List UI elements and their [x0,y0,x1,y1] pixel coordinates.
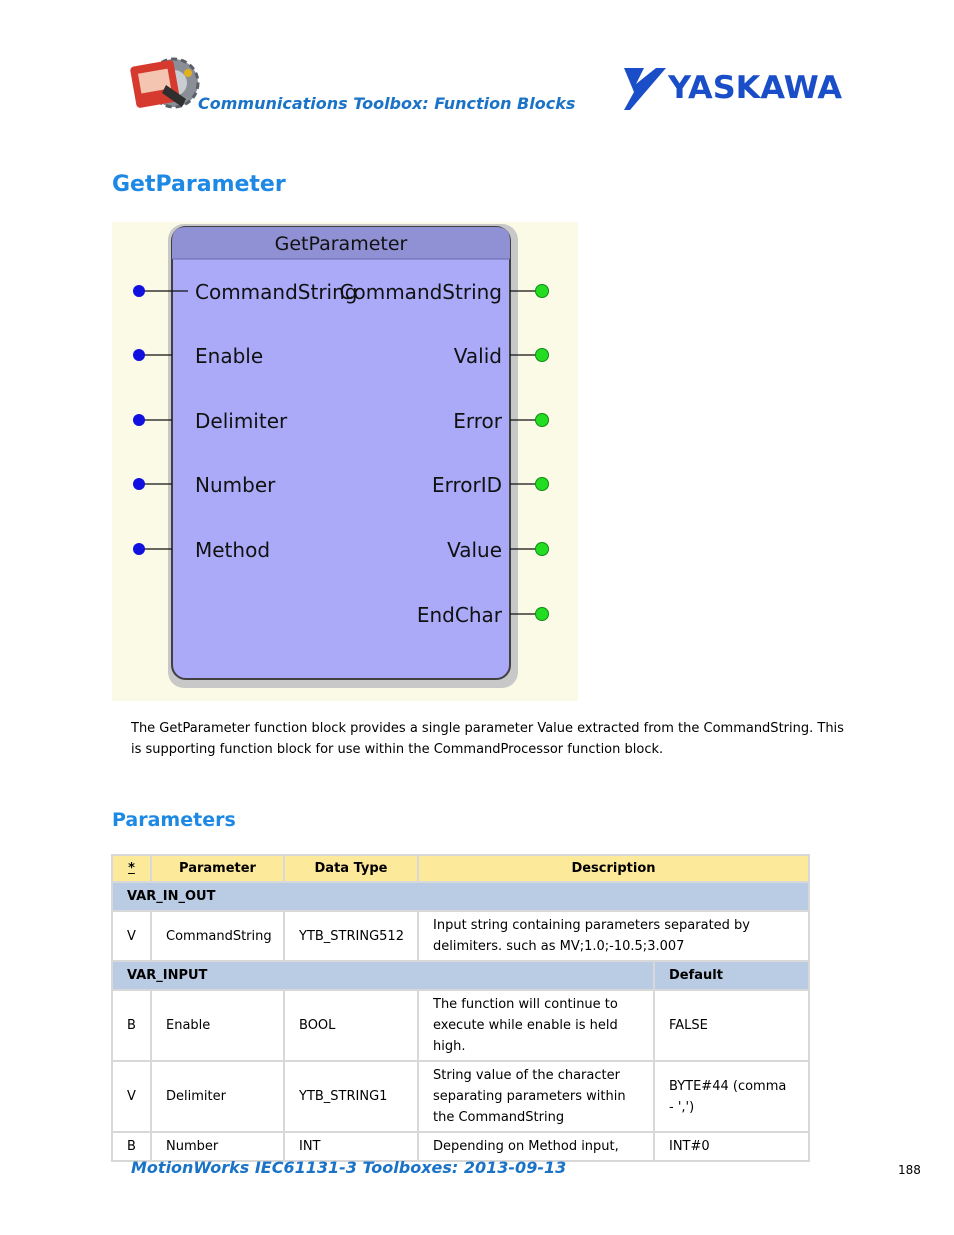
footer-text: MotionWorks IEC61131-3 Toolboxes: 2013-09-13 [131,1158,567,1177]
cell-data-type: YTB_STRING512 [284,911,418,961]
function-block-diagram [112,222,578,701]
cell-parameter: CommandString [151,911,284,961]
input-label: Number [195,473,276,497]
input-label: Enable [195,344,264,368]
input-label: Method [195,538,271,562]
output-label: Value [447,538,502,562]
input-label: CommandString [195,280,358,304]
input-pin-delimiter [133,409,288,433]
cell-default: FALSE [654,990,809,1061]
output-label: Valid [453,344,502,368]
toolbox-logo-icon [130,55,200,111]
table-header-row [112,855,809,882]
section-label: VAR_INPUT [112,961,654,990]
section-label: VAR_IN_OUT [112,882,809,911]
cell-data-type: YTB_STRING1 [284,1061,418,1132]
cell-kind: V [112,1061,151,1132]
cell-data-type: BOOL [284,990,418,1061]
output-label: EndChar [416,603,502,627]
cell-default: BYTE#44 (comma - ',') [654,1061,809,1132]
cell-description: The function will continue to execute while enable is held high. [418,990,654,1061]
cell-kind: V [112,911,151,961]
input-pin-commandstring [133,280,357,304]
output-pin-endchar [417,603,549,627]
output-pin-error [453,409,548,433]
header-star: * [112,855,151,882]
parameters-heading: Parameters [112,809,236,831]
table-row [112,911,809,961]
description-paragraph: The GetParameter function block provides a single parameter Value extracted from the CommandString. This is supporting function block for use within the CommandProcessor function block. [131,721,844,757]
input-pin-enable [133,344,263,368]
yaskawa-logo [622,66,844,112]
output-label: ErrorID [431,473,502,497]
section-row-var-in-out [112,882,809,911]
cell-kind: B [112,1132,151,1161]
input-pin-method [133,538,270,562]
header-description: Description [418,855,809,882]
output-pin-errorid [432,473,549,497]
header-default: Default [654,961,809,990]
input-pin-number [133,473,276,497]
cell-parameter: Number [151,1132,284,1161]
header-parameter: Parameter [151,855,284,882]
header-data-type: Data Type [284,855,418,882]
cell-default: INT#0 [654,1132,809,1161]
cell-parameter: Enable [151,990,284,1061]
table-row [112,1061,809,1132]
page-number: 188 [898,1163,921,1177]
block-title: GetParameter [274,233,408,255]
cell-data-type: INT [284,1132,418,1161]
cell-description: String value of the character separating parameters within the CommandString [418,1061,654,1132]
page-title: GetParameter [112,172,286,197]
header-subtitle: Communications Toolbox: Function Blocks [198,94,576,113]
svg-text:YASKAWA: YASKAWA [666,70,843,106]
output-label: CommandString [339,280,502,304]
input-label: Delimiter [195,409,288,433]
output-pin-valid [454,344,549,368]
cell-kind: B [112,990,151,1061]
output-pin-value [447,538,548,562]
table-row [112,990,809,1061]
cell-description: Input string containing parameters separated by delimiters. such as MV;1.0;-10.5;3.007 [418,911,809,961]
parameters-table [111,854,810,1162]
output-label: Error [453,409,502,433]
section-row-var-input [112,961,809,990]
cell-parameter: Delimiter [151,1061,284,1132]
table-row [112,1132,809,1161]
cell-description: Depending on Method input, [418,1132,654,1161]
